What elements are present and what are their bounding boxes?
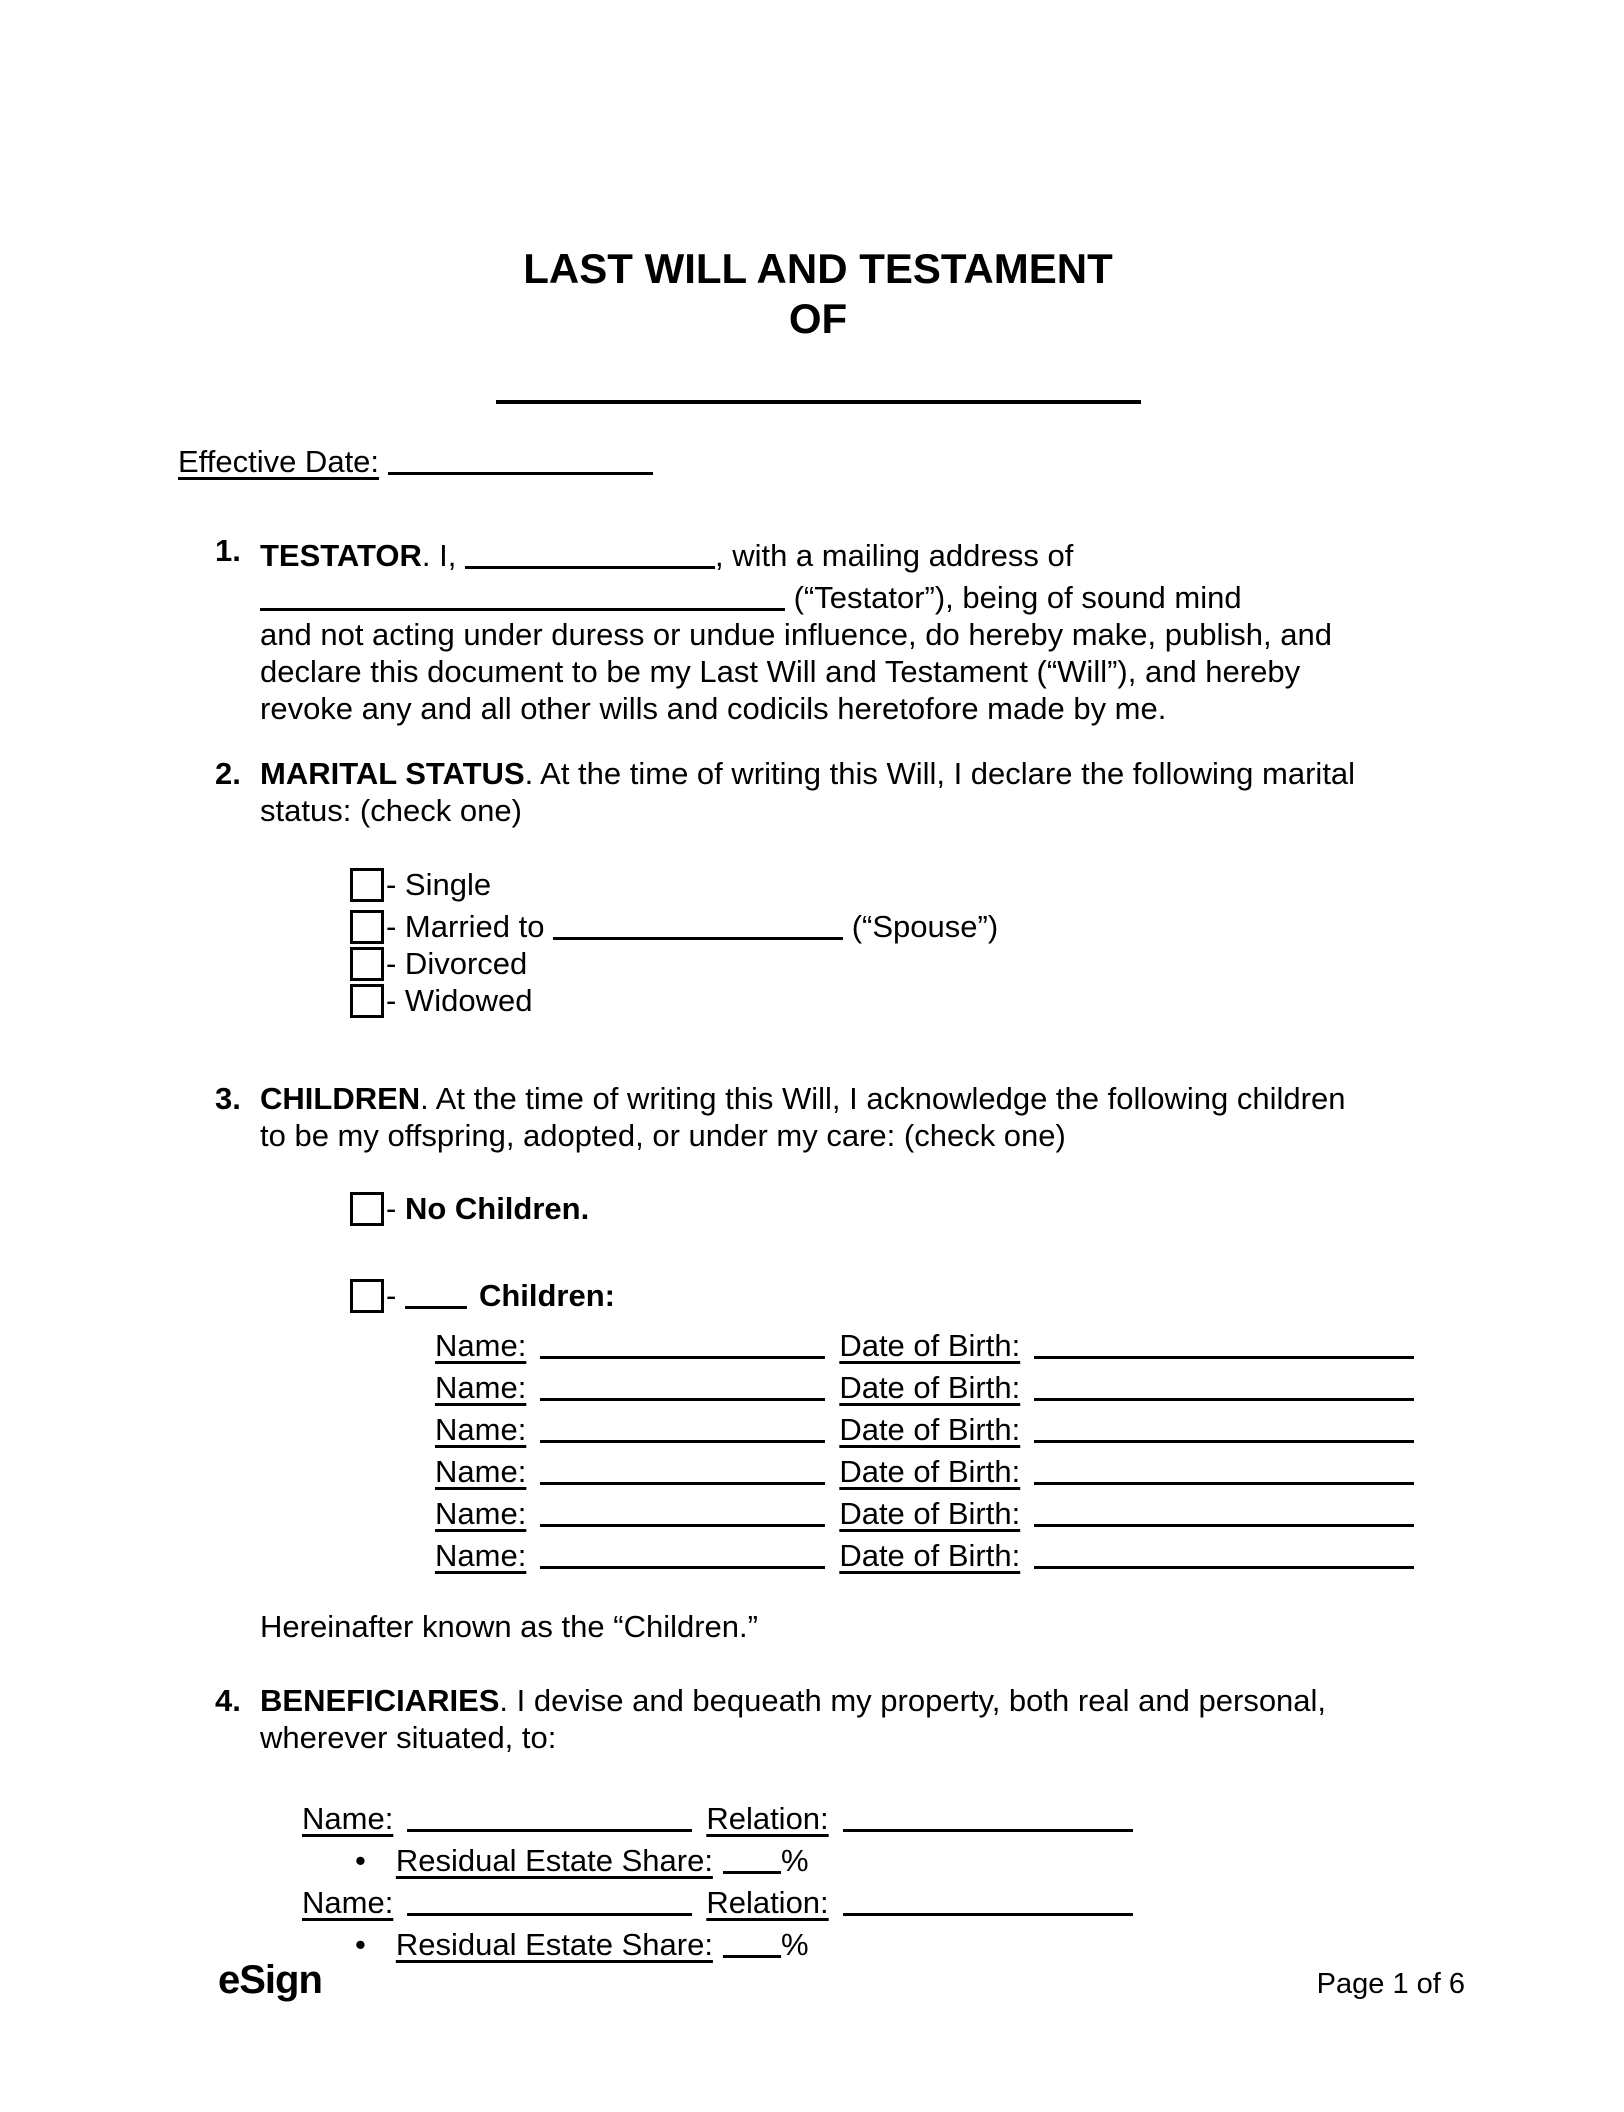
has-children-checkbox[interactable]: [350, 1279, 384, 1313]
child-dob-blank[interactable]: [1034, 1367, 1414, 1401]
beneficiary-name-blank[interactable]: [407, 1882, 692, 1916]
percent-sign: %: [780, 1843, 809, 1878]
testator-name-field[interactable]: [465, 535, 715, 569]
child-dob-label: Date of Birth:: [839, 1370, 1021, 1405]
section-marital-status: [178, 755, 1458, 1019]
option-single: [350, 866, 1458, 903]
child-row: [435, 1322, 1458, 1364]
testator-text: , with a mailing address of: [714, 538, 1074, 573]
child-name-blank[interactable]: [540, 1493, 825, 1527]
testator-text: . I,: [421, 538, 465, 573]
widowed-checkbox[interactable]: [350, 984, 384, 1018]
residual-share-blank[interactable]: [723, 1924, 781, 1958]
beneficiaries-heading: BENEFICIARIES: [260, 1683, 500, 1718]
children-count-dash: -: [386, 1278, 405, 1313]
testator-line5: revoke any and all other wills and codicils heretofore made by me.: [260, 691, 1167, 726]
child-dob-blank[interactable]: [1034, 1409, 1414, 1443]
beneficiary-relation-label: Relation:: [706, 1801, 829, 1836]
divorced-label: - Divorced: [386, 946, 528, 981]
section-number: 3.: [215, 1081, 241, 1116]
child-row: [435, 1406, 1458, 1448]
child-name-label: Name:: [435, 1412, 527, 1447]
children-list: [435, 1322, 1458, 1574]
divorced-checkbox[interactable]: [350, 947, 384, 981]
effective-date-row: [178, 438, 1458, 480]
beneficiaries-line2: wherever situated, to:: [260, 1720, 557, 1755]
bullet-icon: •: [355, 1843, 366, 1878]
child-dob-label: Date of Birth:: [839, 1412, 1021, 1447]
children-text: . At the time of writing this Will, I acknowledge the following children: [420, 1081, 1346, 1116]
children-count-label: Children:: [478, 1278, 615, 1313]
married-label: - Married to: [386, 909, 554, 944]
section-number: 4.: [215, 1683, 241, 1718]
child-name-label: Name:: [435, 1328, 527, 1363]
section-beneficiaries: [178, 1682, 1458, 1963]
children-hereinafter: Hereinafter known as the “Children.”: [260, 1609, 758, 1644]
child-name-blank[interactable]: [540, 1367, 825, 1401]
child-name-label: Name:: [435, 1370, 527, 1405]
testator-line1: [260, 532, 1458, 574]
option-married: [350, 903, 1458, 945]
child-dob-blank[interactable]: [1034, 1451, 1414, 1485]
no-children-label: No Children.: [404, 1191, 590, 1226]
children-line2: to be my offspring, adopted, or under my care: (check one): [260, 1118, 1066, 1153]
married-checkbox[interactable]: [350, 910, 384, 944]
testator-name-blank[interactable]: [496, 400, 1141, 404]
testator-text: (“Testator”), being of sound mind: [785, 580, 1242, 615]
beneficiary-relation-blank[interactable]: [843, 1798, 1133, 1832]
child-dob-label: Date of Birth:: [839, 1538, 1021, 1573]
child-dob-label: Date of Birth:: [839, 1496, 1021, 1531]
child-row: [435, 1364, 1458, 1406]
no-children-dash: -: [386, 1191, 405, 1226]
child-row: [435, 1532, 1458, 1574]
child-name-label: Name:: [435, 1496, 527, 1531]
residual-share-blank[interactable]: [723, 1840, 781, 1874]
spouse-name-blank[interactable]: [553, 906, 843, 940]
testator-address-blank[interactable]: [260, 577, 785, 611]
beneficiary-relation-blank[interactable]: [843, 1882, 1133, 1916]
child-name-blank[interactable]: [540, 1325, 825, 1359]
beneficiary-entry: [260, 1795, 1458, 1879]
option-has-children: [350, 1272, 1458, 1314]
title-line1: LAST WILL AND TESTAMENT: [523, 245, 1113, 292]
marital-text: . At the time of writing this Will, I declare the following marital: [524, 756, 1356, 791]
beneficiary-share-row: [355, 1837, 1458, 1879]
beneficiary-relation-label: Relation:: [706, 1885, 829, 1920]
child-dob-blank[interactable]: [1034, 1493, 1414, 1527]
marital-options: [350, 866, 1458, 1019]
testator-line3: and not acting under duress or undue influence, do hereby make, publish, and: [260, 617, 1332, 652]
section-number: 2.: [215, 756, 241, 791]
children-line1: [260, 1080, 1458, 1117]
beneficiary-name-blank[interactable]: [407, 1798, 692, 1832]
page-footer: [218, 1958, 1465, 2003]
marital-line2: status: (check one): [260, 793, 522, 828]
section-children: [178, 1080, 1458, 1645]
beneficiaries-line1: [260, 1682, 1458, 1719]
section-testator: [178, 532, 1458, 727]
percent-sign: %: [780, 1927, 809, 1962]
beneficiaries-list: [260, 1795, 1458, 1963]
beneficiary-share-row: [355, 1921, 1458, 1963]
effective-date-blank[interactable]: [388, 441, 653, 475]
beneficiary-name-label: Name:: [302, 1801, 394, 1836]
marital-line1: [260, 755, 1458, 792]
child-dob-label: Date of Birth:: [839, 1454, 1021, 1489]
child-name-blank[interactable]: [540, 1409, 825, 1443]
document-title: [178, 244, 1458, 344]
no-children-checkbox[interactable]: [350, 1192, 384, 1226]
residual-share-label: Residual Estate Share:: [395, 1927, 713, 1962]
child-dob-blank[interactable]: [1034, 1535, 1414, 1569]
beneficiary-name-row: [302, 1795, 1458, 1837]
bullet-icon: •: [355, 1927, 366, 1962]
child-dob-blank[interactable]: [1034, 1325, 1414, 1359]
child-name-blank[interactable]: [540, 1451, 825, 1485]
beneficiary-name-row: [302, 1879, 1458, 1921]
title-line2: OF: [788, 295, 848, 342]
children-count-blank[interactable]: [405, 1275, 467, 1309]
testator-line2: [260, 574, 1458, 616]
marital-heading: MARITAL STATUS: [260, 756, 525, 791]
page-indicator: Page 1 of 6: [1316, 1968, 1465, 2000]
child-name-label: Name:: [435, 1454, 527, 1489]
child-row: [435, 1448, 1458, 1490]
option-divorced: [350, 945, 1458, 982]
child-row: [435, 1490, 1458, 1532]
child-dob-label: Date of Birth:: [839, 1328, 1021, 1363]
option-widowed: [350, 982, 1458, 1019]
child-name-blank[interactable]: [540, 1535, 825, 1569]
esign-logo: eSign: [218, 1958, 322, 2002]
testator-heading: TESTATOR: [260, 538, 422, 573]
residual-share-label: Residual Estate Share:: [395, 1843, 713, 1878]
widowed-label: - Widowed: [386, 983, 533, 1018]
single-label: - Single: [386, 867, 492, 902]
children-heading: CHILDREN: [260, 1081, 421, 1116]
section-number: 1.: [215, 533, 241, 568]
option-no-children: [350, 1190, 1458, 1227]
testator-line4: declare this document to be my Last Will and Testament (“Will”), and hereby: [260, 654, 1301, 689]
beneficiary-name-label: Name:: [302, 1885, 394, 1920]
child-name-label: Name:: [435, 1538, 527, 1573]
beneficiaries-text: . I devise and bequeath my property, both real and personal,: [499, 1683, 1327, 1718]
single-checkbox[interactable]: [350, 868, 384, 902]
beneficiary-entry: [260, 1879, 1458, 1963]
effective-date-label: Effective Date:: [178, 444, 380, 479]
spouse-suffix-label: (“Spouse”): [843, 909, 999, 944]
